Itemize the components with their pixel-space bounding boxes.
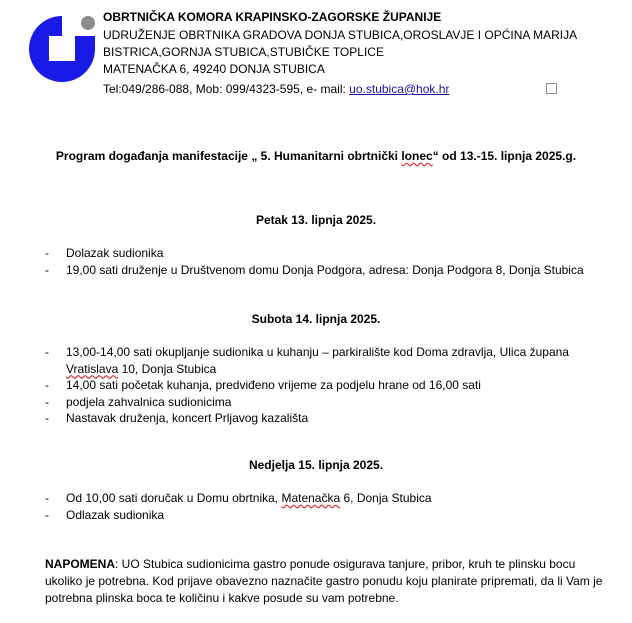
program-title <box>0 149 632 163</box>
list-item <box>45 245 605 262</box>
bullet-dash: - <box>45 262 49 277</box>
note-paragraph <box>45 556 613 607</box>
bullet-dash: - <box>45 507 49 522</box>
logo-dot <box>81 16 95 30</box>
contact-text: Tel:049/286-088, Mob: 099/4323-595, e- mail: <box>103 82 350 96</box>
item-text: Nastavak druženja, koncert Prljavog kazališta <box>66 411 309 425</box>
bullet-dash: - <box>45 491 49 505</box>
logo-inner-square <box>57 42 69 55</box>
sunday-heading: Nedjelja 15. lipnja 2025. <box>248 458 384 472</box>
header-address: MATENAČKA 6, 49240 DONJA STUBICA <box>103 62 325 76</box>
list-item <box>45 377 605 394</box>
flagged-word: Vratislava <box>66 361 119 376</box>
item-text-rest: 10, Donja Stubica <box>118 361 217 376</box>
list-item <box>45 410 605 427</box>
bullet-dash: - <box>45 345 49 359</box>
friday-list <box>45 245 605 278</box>
header-checkbox[interactable] <box>546 83 557 94</box>
list-item <box>45 490 605 507</box>
title-text-start: Program događanja manifestacije „ 5. Humanitarni obrtnički <box>55 149 402 163</box>
list-item <box>45 394 605 411</box>
item-text: 19,00 sati druženje u Društvenom domu Donja Podgora, adresa: Donja Podgora 8, Donja Stubica <box>66 262 584 277</box>
note-text: : UO Stubica sudionicima gastro ponude osigurava tanjure, pribor, kruh te plinsku bocu ukoliko je potrebna. Kod prijave obavezno naznačite gastro ponudu koju planirate pripremati, da li Vam je potrebna plinska boca te količinu i kakve posude su vam potrebne. <box>45 557 603 605</box>
list-item <box>45 262 605 279</box>
item-text: Odlazak sudionika <box>66 507 165 522</box>
friday-heading: Petak 13. lipnja 2025. <box>255 213 377 227</box>
bullet-dash: - <box>45 394 49 409</box>
item-text: Od 10,00 sati doručak u Domu obrtnika, <box>66 491 282 505</box>
header-contact <box>103 82 449 96</box>
title-text-end: “ od 13.-15. lipnja 2025.g. <box>432 149 577 163</box>
saturday-heading: Subota 14. lipnja 2025. <box>251 312 381 326</box>
list-item <box>45 344 605 377</box>
header-line-1: UDRUŽENJE OBRTNIKA GRADOVA DONJA STUBICA,OROSLAVJE I OPĆINA MARIJA <box>103 28 578 42</box>
saturday-list <box>45 344 605 427</box>
chamber-logo <box>27 14 97 84</box>
header-line-2: BISTRICA,GORNJA STUBICA,STUBIČKE TOPLICE <box>103 45 384 59</box>
bullet-dash: - <box>45 378 49 392</box>
item-text: Dolazak sudionika <box>66 246 164 260</box>
email-link[interactable]: uo.stubica@hok.hr <box>349 82 450 96</box>
item-text-rest: 6, Donja Stubica <box>340 491 432 505</box>
bullet-dash: - <box>45 246 49 260</box>
title-flagged-word: lonec <box>401 149 433 163</box>
item-text: 13,00-14,00 sati okupljanje sudionika u kuhanju – parkiralište kod Doma zdravlja, Ulica župana <box>66 345 569 359</box>
bullet-dash: - <box>45 411 49 425</box>
item-text: podjela zahvalnica sudionicima <box>66 394 232 409</box>
header-title: OBRTNIČKA KOMORA KRAPINSKO-ZAGORSKE ŽUPANIJE <box>103 10 442 24</box>
list-item <box>45 507 605 524</box>
note-label: NAPOMENA <box>45 557 116 571</box>
sunday-list <box>45 490 605 523</box>
item-text: 14,00 sati početak kuhanja, predviđeno vrijeme za podjelu hrane od 16,00 sati <box>66 378 481 392</box>
flagged-word: Matenačka <box>281 491 341 505</box>
